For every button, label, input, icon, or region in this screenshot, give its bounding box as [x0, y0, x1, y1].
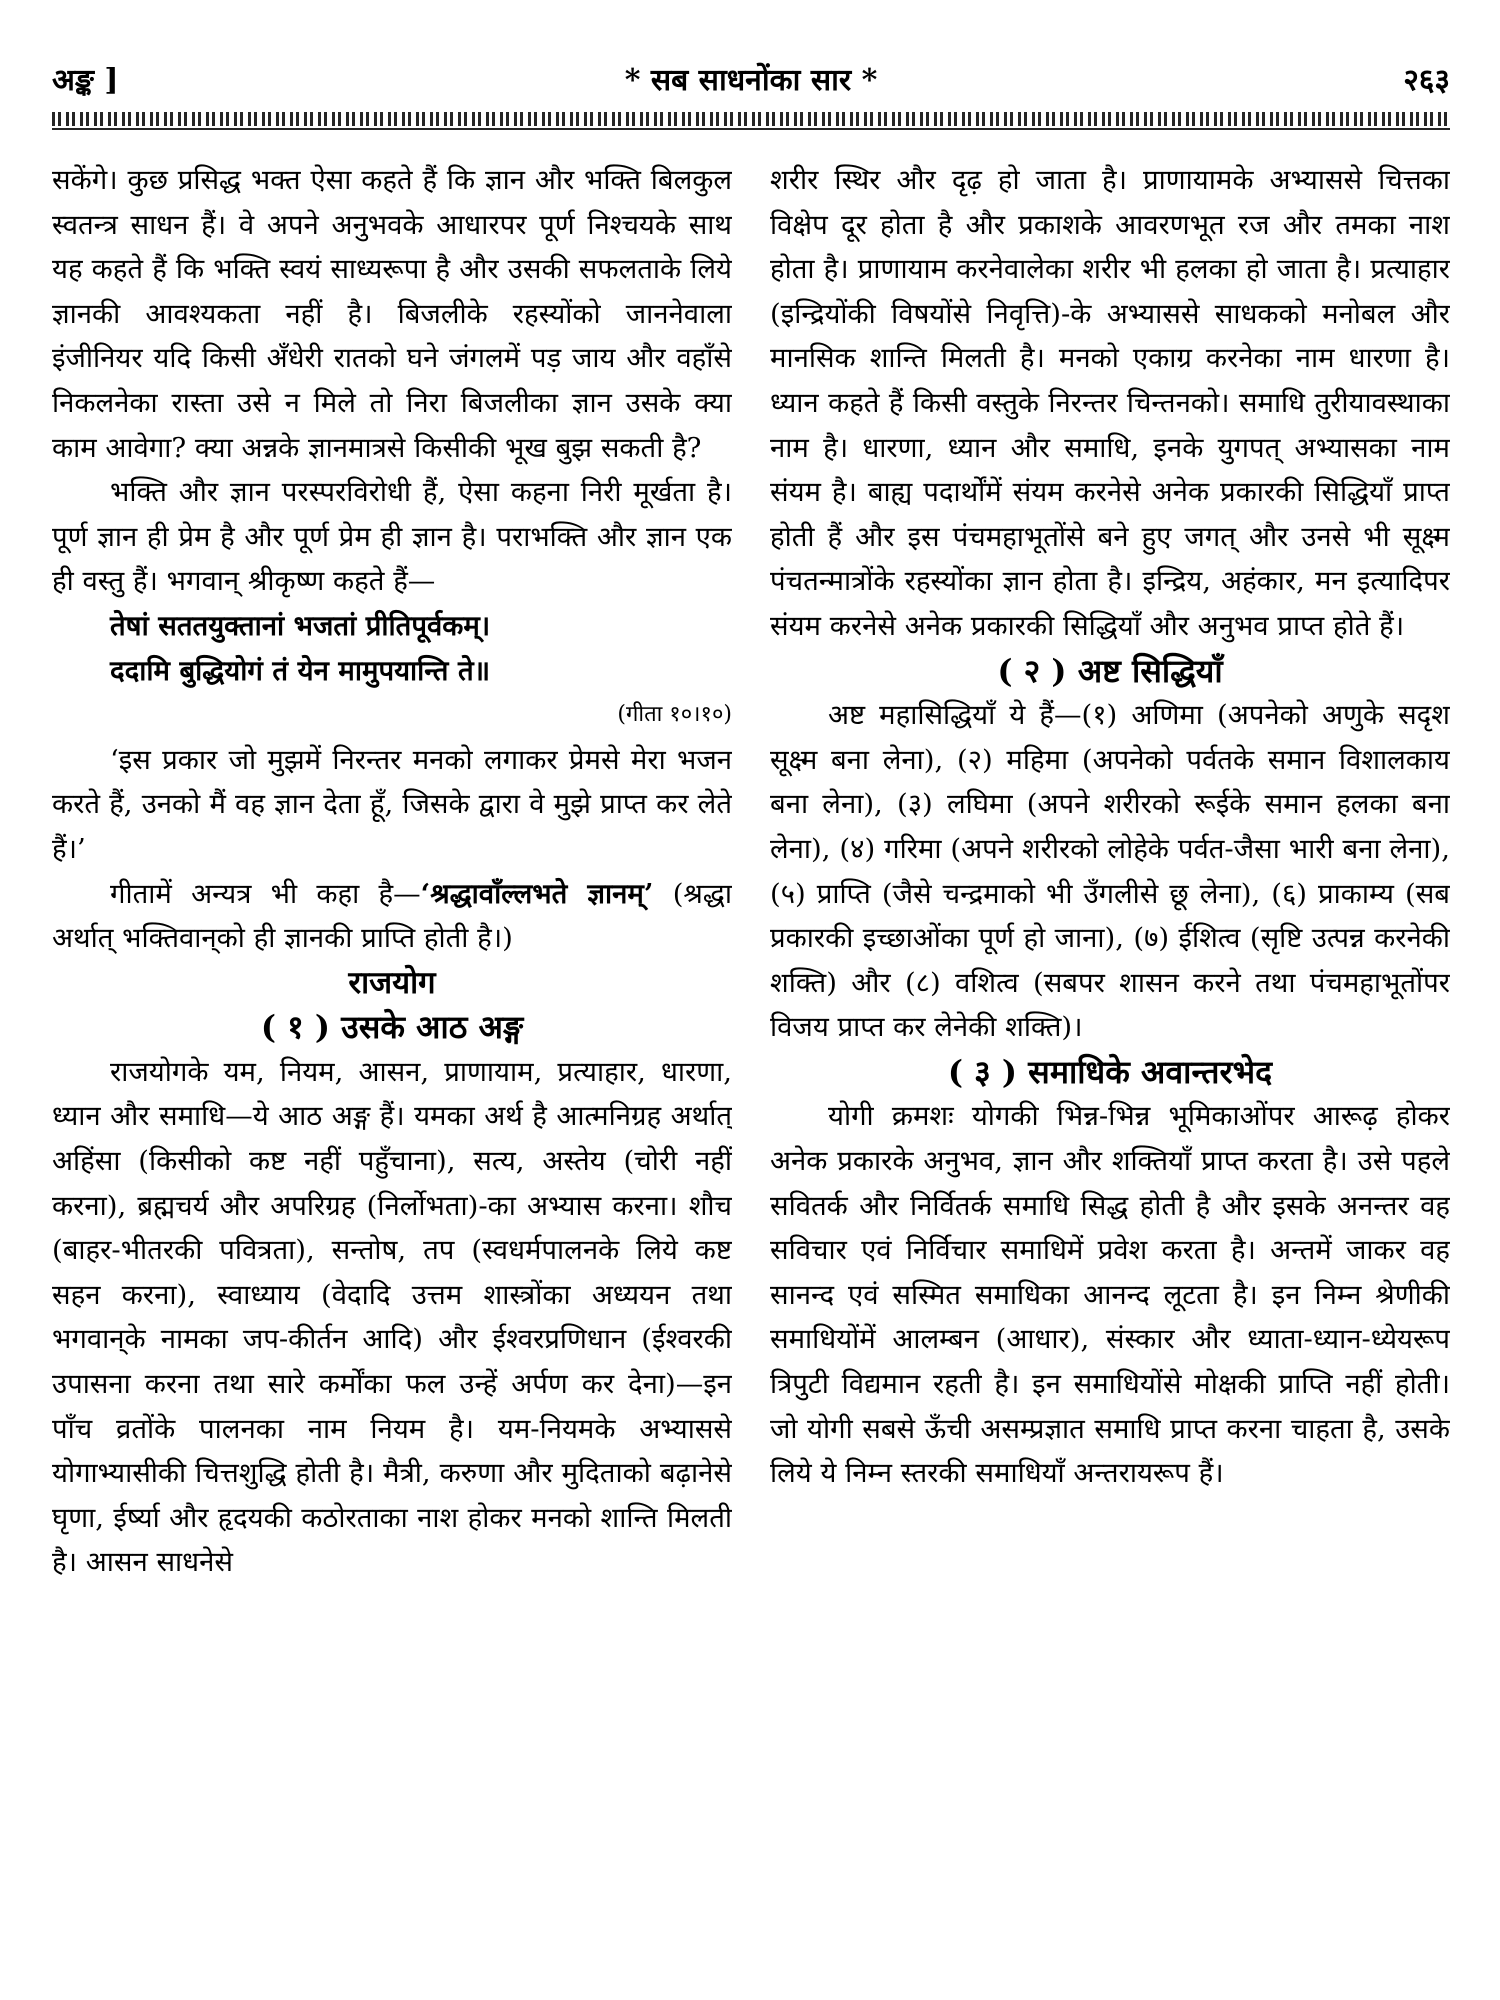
- section-heading: राजयोग: [348, 964, 436, 1001]
- left-column: [52, 158, 732, 1968]
- paragraph: [52, 872, 732, 961]
- verse-line: ददामि बुद्धियोगं तं येन मामुपयान्ति ते॥: [110, 654, 491, 687]
- page-header: [52, 58, 1450, 106]
- verse-citation: (गीता १०।१०): [617, 702, 732, 728]
- running-title: * सब साधनोंका सार *: [624, 63, 878, 98]
- page-number: २६३: [1403, 63, 1450, 98]
- subsection-heading: ( १ ) उसके आठ अङ्ग: [260, 1008, 524, 1047]
- decorative-border: [52, 112, 1450, 126]
- paragraph: योगी क्रमशः योगकी भिन्न-भिन्न भूमिकाओंपर आरूढ़ होकर अनेक प्रकारके अनुभव, ज्ञान और शक्तियाँ प्राप्त करता है। उसे पहले सवितर्क और निर्वितर्क समाधि सिद्ध होती है और इसके अनन्तर वह सविचार एवं निर्विचार समाधिमें प्रवेश करता है। अन्तमें जाकर वह सानन्द एवं सस्मित समाधिका आनन्द लूटता है। इन निम्न श्रेणीकी समाधियोंमें आलम्बन (आधार), संस्कार और ध्याता-ध्यान-ध्येयरूप त्रिपुटी विद्यमान रहती है। इन समाधियोंसे मोक्षकी प्राप्ति नहीं होती। जो योगी सबसे ऊँची असम्प्रज्ञात समाधि प्राप्त करना चाहता है, उसके लिये ये निम्न स्तरकी समाधियाँ अन्तरायरूप हैं।: [770, 1100, 1450, 1490]
- right-column: [770, 158, 1450, 1968]
- paragraph: सकेंगे। कुछ प्रसिद्ध भक्त ऐसा कहते हैं कि ज्ञान और भक्ति बिलकुल स्वतन्त्र साधन हैं। वे अपने अनुभवके आधारपर पूर्ण निश्चयके साथ यह कहते हैं कि भक्ति स्वयं साध्यरूपा है और उसकी सफलताके लिये ज्ञानकी आवश्यकता नहीं है। बिजलीके रहस्योंको जाननेवाला इंजीनियर यदि किसी अँधेरी रातको घने जंगलमें पड़ जाय और वहाँसे निकलनेका रास्ता उसे न मिले तो निरा बिजलीका ज्ञान उसके क्या काम आवेगा? क्या अन्नके ज्ञानमात्रसे किसीकी भूख बुझ सकती है?: [52, 164, 732, 464]
- paragraph: अष्ट महासिद्धियाँ ये हैं—(१) अणिमा (अपनेको अणुके सदृश सूक्ष्म बना लेना), (२) महिमा (अपनेको पर्वतके समान विशालकाय बना लेना), (३) लघिमा (अपने शरीरको रूईके समान हलका बना लेना), (४) गरिमा (अपने शरीरको लोहेके पर्वत-जैसा भारी बना लेना), (५) प्राप्ति (जैसे चन्द्रमाको भी उँगलीसे छू लेना), (६) प्राकाम्य (सब प्रकारकी इच्छाओंका पूर्ण हो जाना), (७) ईशित्व (सृष्टि उत्पन्न करनेकी शक्ति) और (८) वशित्व (सबपर शासन करने तथा पंचमहाभूतोंपर विजय प्राप्त कर लेनेकी शक्ति)।: [770, 699, 1450, 1044]
- subsection-heading: ( ३ ) समाधिके अवान्तरभेद: [947, 1052, 1273, 1091]
- verse-line: तेषां सततयुक्तानां भजतां प्रीतिपूर्वकम्।: [110, 609, 491, 642]
- paragraph: राजयोगके यम, नियम, आसन, प्राणायाम, प्रत्याहार, धारणा, ध्यान और समाधि—ये आठ अङ्ग हैं। यमका अर्थ है आत्मनिग्रह अर्थात् अहिंसा (किसीको कष्ट नहीं पहुँचाना), सत्य, अस्तेय (चोरी नहीं करना), ब्रह्मचर्य और अपरिग्रह (निर्लोभता)-का अभ्यास करना। शौच (बाहर-भीतरकी पवित्रता), सन्तोष, तप (स्वधर्मपालनके लिये कष्ट सहन करना), स्वाध्याय (वेदादि उत्तम शास्त्रोंका अध्ययन तथा भगवान्‌के नामका जप-कीर्तन आदि) और ईश्वरप्रणिधान (ईश्वरकी उपासना करना तथा सारे कर्मोंका फल उन्हें अर्पण कर देना)—इन पाँच व्रतोंके पालनका नाम नियम है। यम-नियमके अभ्याससे योगाभ्यासीकी चित्तशुद्धि होती है। मैत्री, करुणा और मुदिताको बढ़ानेसे घृणा, ईर्ष्या और हृदयकी कठोरताका नाश होकर मनको शान्ति मिलती है। आसन साधनेसे: [52, 1055, 732, 1579]
- text-run: (श्रद्धा अर्थात् भक्तिवान्‌को ही ज्ञानकी प्राप्ति होती है।): [52, 877, 732, 955]
- issue-label: अङ्क ]: [52, 63, 119, 98]
- quote-bold: ‘श्रद्धावाँल्लभते ज्ञानम्’: [420, 877, 654, 910]
- paragraph: शरीर स्थिर और दृढ़ हो जाता है। प्राणायामके अभ्याससे चित्तका विक्षेप दूर होता है और प्रकाशके आवरणभूत रज और तमका नाश होता है। प्राणायाम करनेवालेका शरीर भी हलका हो जाता है। प्रत्याहार (इन्द्रियोंकी विषयोंसे निवृत्ति)-के अभ्याससे साधकको मनोबल और मानसिक शान्ति मिलती है। मनको एकाग्र करनेका नाम धारणा है। ध्यान कहते हैं किसी वस्तुके निरन्तर चिन्तनको। समाधि तुरीयावस्थाका नाम है। धारणा, ध्यान और समाधि, इनके युगपत् अभ्यासका नाम संयम है। बाह्य पदार्थोंमें संयम करनेसे अनेक प्रकारकी सिद्धियाँ प्राप्त होती हैं और इस पंचमहाभूतोंसे बने हुए जगत् और उनसे भी सूक्ष्म पंचतन्मात्रोंके रहस्योंका ज्ञान होता है। इन्द्रिय, अहंकार, मन इत्यादिपर संयम करनेसे अनेक प्रकारकी सिद्धियाँ और अनुभव प्राप्त होते हैं।: [770, 164, 1450, 642]
- text-run: गीतामें अन्यत्र भी कहा है—: [110, 877, 421, 910]
- paragraph: भक्ति और ज्ञान परस्परविरोधी हैं, ऐसा कहना निरी मूर्खता है। पूर्ण ज्ञान ही प्रेम है और पूर्ण प्रेम ही ज्ञान है। पराभक्ति और ज्ञान एक ही वस्तु हैं। भगवान् श्रीकृष्ण कहते हैं—: [52, 476, 732, 598]
- subsection-heading: ( २ ) अष्ट सिद्धियाँ: [997, 651, 1223, 690]
- paragraph: ‘इस प्रकार जो मुझमें निरन्तर मनको लगाकर प्रेमसे मेरा भजन करते हैं, उनको मैं वह ज्ञान देता हूँ, जिसके द्वारा वे मुझे प्राप्त कर लेते हैं।’: [52, 743, 732, 865]
